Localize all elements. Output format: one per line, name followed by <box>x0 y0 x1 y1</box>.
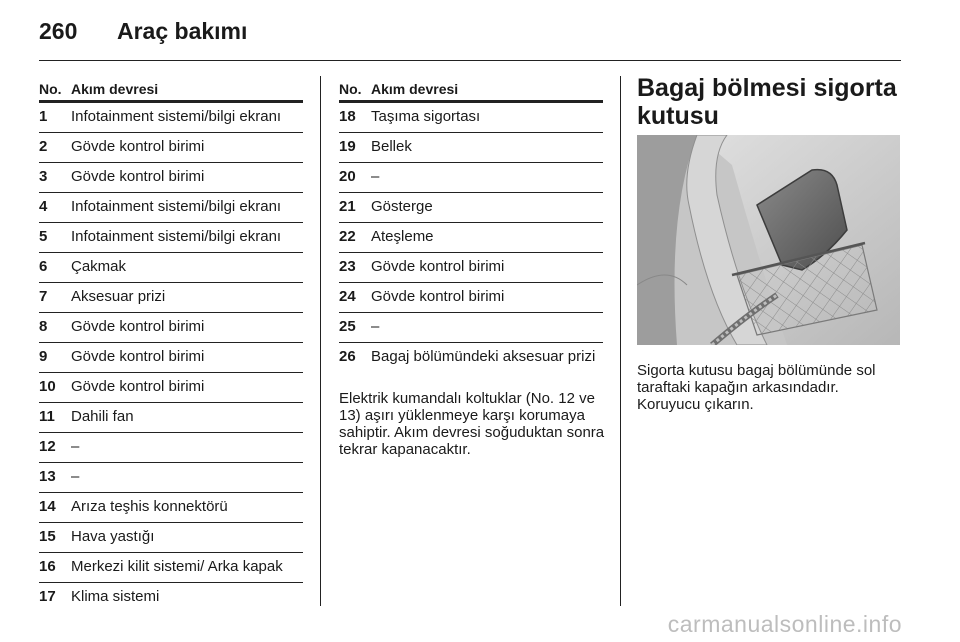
fuse-number: 14 <box>39 498 56 515</box>
fuse-circuit: Hava yastığı <box>71 528 155 545</box>
fuse-number: 13 <box>39 468 56 485</box>
table-header-no: No. <box>39 81 62 97</box>
fuse-circuit: Klima sistemi <box>71 588 160 605</box>
fuse-circuit: Infotainment sistemi/bilgi ekranı <box>71 228 282 245</box>
fuse-circuit: – <box>71 438 80 455</box>
fuse-number: 17 <box>39 588 56 605</box>
fuse-number: 26 <box>339 348 356 365</box>
fuse-number: 23 <box>339 258 356 275</box>
column-divider <box>620 76 621 606</box>
table-row <box>39 433 303 463</box>
fuse-circuit: – <box>71 468 80 485</box>
fuse-circuit: – <box>371 318 380 335</box>
fuse-number: 1 <box>39 108 48 125</box>
table-row <box>39 133 303 163</box>
table-row <box>39 553 303 583</box>
table-row <box>339 253 603 283</box>
trunk-fuse-cover-illustration <box>637 135 900 345</box>
fuse-circuit: Taşıma sigortası <box>371 108 481 125</box>
fuse-number: 15 <box>39 528 56 545</box>
fuse-circuit: Gösterge <box>371 198 433 215</box>
fuse-table-left <box>39 78 303 612</box>
fuse-circuit: Arıza teşhis konnektörü <box>71 498 228 515</box>
fuse-circuit: Gövde kontrol birimi <box>71 138 205 155</box>
header-rule <box>39 60 901 61</box>
table-row <box>339 103 603 133</box>
table-header <box>39 78 303 103</box>
fuse-number: 25 <box>339 318 356 335</box>
fuse-circuit: Merkezi kilit sistemi/ Arka kapak <box>71 558 283 575</box>
table-row <box>39 583 303 612</box>
fuse-number: 19 <box>339 138 356 155</box>
fuse-circuit: Gövde kontrol birimi <box>71 318 205 335</box>
page-title: Araç bakımı <box>117 18 248 44</box>
table-row <box>39 493 303 523</box>
table-row <box>339 283 603 313</box>
table-row <box>339 133 603 163</box>
table-row <box>39 463 303 493</box>
fuse-circuit: Dahili fan <box>71 408 134 425</box>
fuse-number: 16 <box>39 558 56 575</box>
fuse-circuit: Bellek <box>371 138 412 155</box>
fuse-number: 18 <box>339 108 356 125</box>
page-number: 260 <box>39 18 78 44</box>
table-row <box>339 163 603 193</box>
fuse-number: 20 <box>339 168 356 185</box>
fuse-number: 4 <box>39 198 48 215</box>
table-row <box>339 223 603 253</box>
fuse-number: 24 <box>339 288 356 305</box>
table-row <box>39 223 303 253</box>
fuse-circuit: Gövde kontrol birimi <box>371 258 505 275</box>
fuse-number: 2 <box>39 138 48 155</box>
fuse-circuit: Bagaj bölümündeki aksesuar prizi <box>371 348 596 365</box>
fuse-circuit: Gövde kontrol birimi <box>71 168 205 185</box>
fuse-number: 8 <box>39 318 48 335</box>
section-body: Sigorta kutusu bagaj bölümünde sol taraftaki kapağın arkasındadır. Koruyucu çıkarın. <box>637 362 876 413</box>
table-row <box>39 373 303 403</box>
fuse-circuit: Gövde kontrol birimi <box>71 378 205 395</box>
watermark: carmanualsonline.info <box>667 611 902 637</box>
fuse-circuit: Gövde kontrol birimi <box>71 348 205 365</box>
table-row <box>39 313 303 343</box>
fuse-number: 6 <box>39 258 48 275</box>
fuse-table-right-body <box>339 103 603 372</box>
table-row <box>39 283 303 313</box>
fuse-circuit: Ateşleme <box>371 228 434 245</box>
table-header-circuit: Akım devresi <box>371 81 459 97</box>
fuse-number: 5 <box>39 228 48 245</box>
fuse-circuit: – <box>371 168 380 185</box>
table-row <box>39 343 303 373</box>
table-row <box>39 193 303 223</box>
fuse-number: 22 <box>339 228 356 245</box>
table-row <box>339 343 603 372</box>
fuse-table-right <box>339 78 603 372</box>
column-divider <box>320 76 321 606</box>
table-row <box>39 103 303 133</box>
note-paragraph: Elektrik kumandalı koltuklar (No. 12 ve 13) aşırı yüklenmeye karşı korumaya sahiptir. Akım devresi soğuduktan sonra tekrar kapanacaktır. <box>339 390 605 458</box>
fuse-circuit: Gövde kontrol birimi <box>371 288 505 305</box>
fuse-number: 9 <box>39 348 48 365</box>
fuse-circuit: Aksesuar prizi <box>71 288 166 305</box>
table-row <box>39 163 303 193</box>
table-header-circuit: Akım devresi <box>71 81 159 97</box>
fuse-number: 7 <box>39 288 48 305</box>
fuse-number: 11 <box>39 408 55 425</box>
fuse-number: 10 <box>39 378 56 395</box>
table-header-no: No. <box>339 81 362 97</box>
table-row <box>39 253 303 283</box>
section-heading: Bagaj bölmesi sigorta kutusu <box>637 74 897 130</box>
table-row <box>339 313 603 343</box>
fuse-circuit: Infotainment sistemi/bilgi ekranı <box>71 108 282 125</box>
table-row <box>39 523 303 553</box>
fuse-circuit: Çakmak <box>71 258 127 275</box>
fuse-number: 3 <box>39 168 48 185</box>
fuse-number: 12 <box>39 438 56 455</box>
trunk-panel-drawing <box>637 135 900 345</box>
fuse-table-left-body <box>39 103 303 612</box>
table-header <box>339 78 603 103</box>
fuse-number: 21 <box>339 198 356 215</box>
table-row <box>39 403 303 433</box>
fuse-circuit: Infotainment sistemi/bilgi ekranı <box>71 198 282 215</box>
table-row <box>339 193 603 223</box>
